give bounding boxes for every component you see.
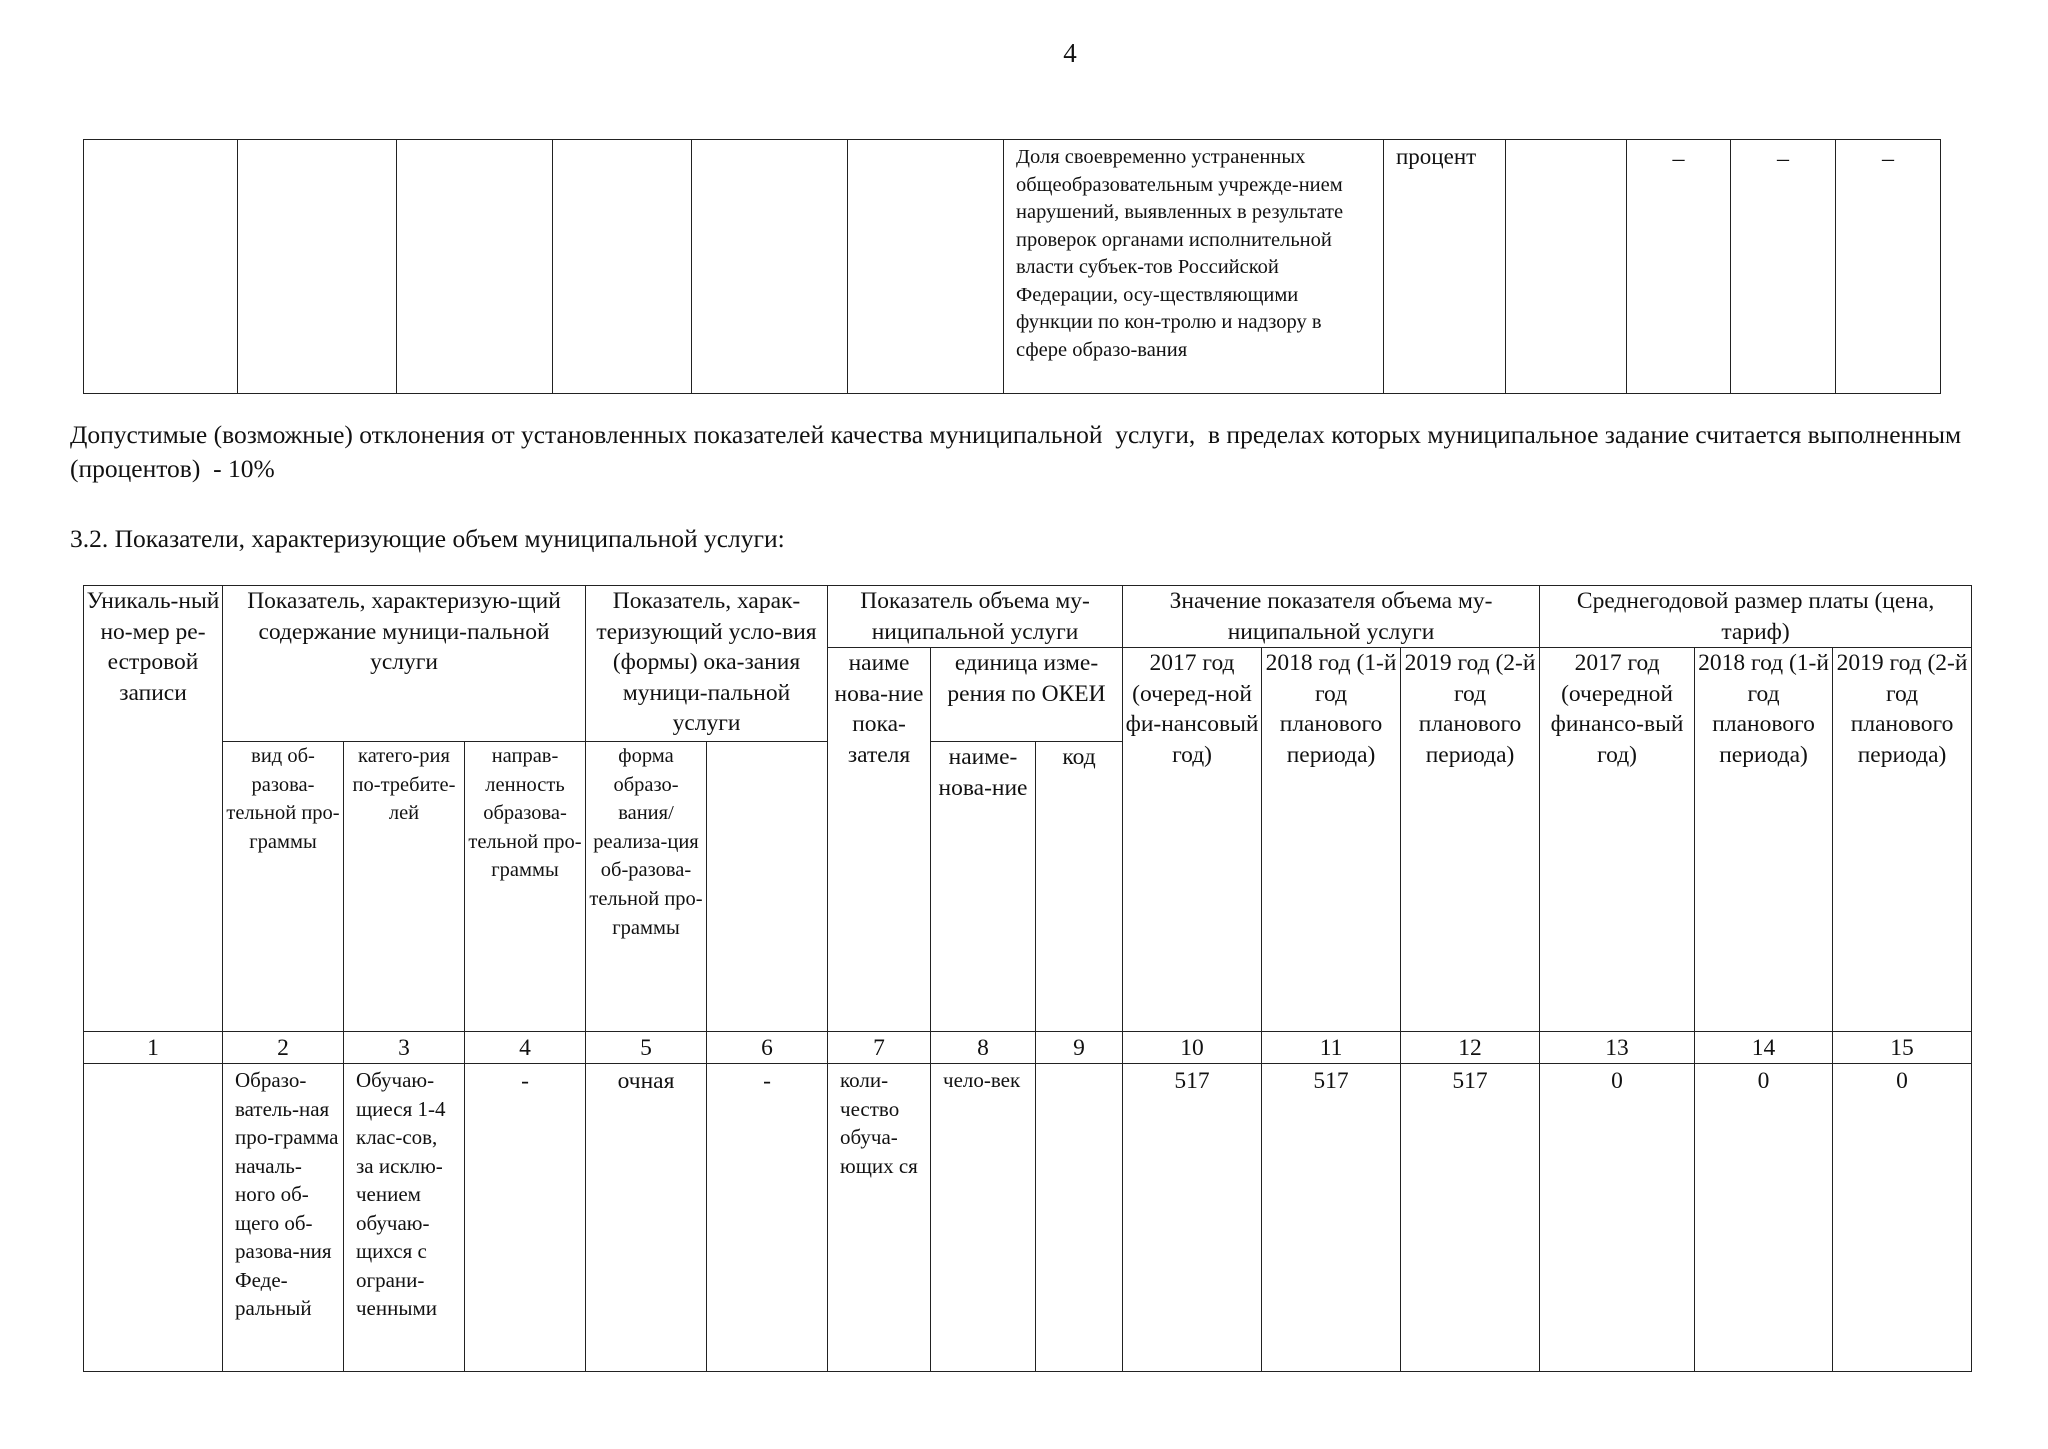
column-number: 8 bbox=[931, 1032, 1036, 1064]
header-program-type bbox=[223, 742, 344, 1032]
column-number: 14 bbox=[1695, 1032, 1833, 1064]
cell-value-2017: 517 bbox=[1123, 1064, 1262, 1372]
header-program-direction bbox=[465, 742, 586, 1032]
column-number: 1 bbox=[84, 1032, 223, 1064]
header-volume-indicator: Показатель объема му-ниципальной услуги bbox=[828, 586, 1123, 648]
header-indicator-name: наиме нова-ние пока-зателя bbox=[828, 648, 931, 1032]
header-education-form bbox=[586, 742, 707, 1032]
section-heading: 3.2. Показатели, характеризующие объем муниципальной услуги: bbox=[70, 524, 785, 553]
header-year-2019: 2019 год (2-й год планового периода) bbox=[1401, 648, 1540, 1032]
value-cell bbox=[1731, 140, 1836, 394]
unit-cell bbox=[1384, 140, 1506, 394]
empty-cell bbox=[397, 140, 553, 394]
header-unit-code: код bbox=[1036, 742, 1123, 1032]
cell-program-direction: - bbox=[465, 1064, 586, 1372]
empty-cell bbox=[553, 140, 692, 394]
header-condition-indicator: Показатель, харак-теризующий усло-вия (формы) ока-зания муници-пальной услуги bbox=[586, 586, 828, 742]
cell-unit-name: чело-век bbox=[931, 1064, 1036, 1372]
value-dash: – bbox=[1882, 146, 1894, 172]
header-unit-name: наиме-нова-ние bbox=[931, 742, 1036, 1032]
column-number: 15 bbox=[1833, 1032, 1972, 1064]
column-number: 13 bbox=[1540, 1032, 1695, 1064]
volume-indicators-table bbox=[83, 585, 1972, 1372]
empty-cell bbox=[692, 140, 848, 394]
header-education-form-text: форма образо-вания/ реализа-ция об-разова-тельной про-граммы bbox=[589, 745, 703, 939]
page-number: 4 bbox=[1063, 38, 1077, 68]
cell-program-type: Образо-ватель-ная про-грамма началь-ного об-щего об-разова-ния Феде-ральный bbox=[223, 1064, 344, 1372]
header-average-fee: Среднегодовой размер платы (цена, тариф) bbox=[1540, 586, 1972, 648]
empty-cell bbox=[84, 140, 238, 394]
value-dash: – bbox=[1672, 146, 1685, 172]
cell-indicator-name: коли-чество обуча-ющих ся bbox=[828, 1064, 931, 1372]
header-empty bbox=[707, 742, 828, 1032]
header-row bbox=[84, 586, 1972, 648]
header-volume-value: Значение показателя объема му-ниципальной услуги bbox=[1123, 586, 1540, 648]
column-number: 4 bbox=[465, 1032, 586, 1064]
value-dash: – bbox=[1777, 146, 1789, 172]
header-consumer-category-text: катего-рия по-требите-лей bbox=[352, 745, 456, 825]
column-number: 10 bbox=[1123, 1032, 1262, 1064]
cell-empty: - bbox=[707, 1064, 828, 1372]
column-number-row bbox=[84, 1032, 1972, 1064]
indicator-text: Доля своевременно устраненных общеобразовательным учрежде-нием нарушений, выявленных в результате проверок органами исполнительной власти субъек-тов Российской Федерации, осу-ществляющими функции по кон-тролю и надзору в сфере образо-вания bbox=[1016, 146, 1344, 361]
header-year-2018: 2018 год (1-й год планового периода) bbox=[1262, 648, 1401, 1032]
cell-unit-code bbox=[1036, 1064, 1123, 1372]
header-consumer-category bbox=[344, 742, 465, 1032]
value-cell bbox=[1627, 140, 1731, 394]
header-year-2017: 2017 год (очеред-ной фи-нансовый год) bbox=[1123, 648, 1262, 1032]
header-program-type-text: вид об-разова-тельной про-граммы bbox=[226, 745, 340, 853]
unit-text: процент bbox=[1396, 144, 1477, 169]
cell-unique-number bbox=[84, 1064, 223, 1372]
cell-education-form: очная bbox=[586, 1064, 707, 1372]
empty-cell bbox=[848, 140, 1004, 394]
column-number: 3 bbox=[344, 1032, 465, 1064]
cell-value-2018: 517 bbox=[1262, 1064, 1401, 1372]
header-unique-number: Уникаль-ный но-мер ре-естровой записи bbox=[84, 586, 223, 1032]
column-number: 11 bbox=[1262, 1032, 1401, 1064]
cell-fee-2019: 0 bbox=[1833, 1064, 1972, 1372]
header-program-direction-text: направ-ленность образова-тельной про-граммы bbox=[468, 745, 582, 882]
column-number: 6 bbox=[707, 1032, 828, 1064]
cell-fee-2017: 0 bbox=[1540, 1064, 1695, 1372]
header-content-indicator: Показатель, характеризую-щий содержание муници-пальной услуги bbox=[223, 586, 586, 742]
table-row bbox=[84, 1064, 1972, 1372]
deviation-paragraph: Допустимые (возможные) отклонения от установленных показателей качества муниципальной услуги, в пределах которых муниципальное задание считается выполненным (процентов) - 10% bbox=[70, 420, 1968, 483]
column-number: 2 bbox=[223, 1032, 344, 1064]
column-number: 12 bbox=[1401, 1032, 1540, 1064]
table-row bbox=[84, 140, 1941, 394]
value-cell bbox=[1836, 140, 1941, 394]
header-fee-2018: 2018 год (1-й год планового периода) bbox=[1695, 648, 1833, 1032]
cell-value-2019: 517 bbox=[1401, 1064, 1540, 1372]
indicator-continuation-table bbox=[83, 139, 1941, 394]
header-fee-2019: 2019 год (2-й год планового периода) bbox=[1833, 648, 1972, 1032]
column-number: 9 bbox=[1036, 1032, 1123, 1064]
cell-fee-2018: 0 bbox=[1695, 1064, 1833, 1372]
header-unit-okei: единица изме-рения по ОКЕИ bbox=[931, 648, 1123, 742]
column-number: 5 bbox=[586, 1032, 707, 1064]
cell-consumer-category: Обучаю-щиеся 1-4 клас-сов, за исклю-чением обучаю-щихся с ограни-ченными bbox=[344, 1064, 465, 1372]
column-number: 7 bbox=[828, 1032, 931, 1064]
empty-cell bbox=[238, 140, 397, 394]
header-fee-2017: 2017 год (очередной финансо-вый год) bbox=[1540, 648, 1695, 1032]
empty-cell bbox=[1506, 140, 1627, 394]
indicator-name-cell bbox=[1004, 140, 1384, 394]
